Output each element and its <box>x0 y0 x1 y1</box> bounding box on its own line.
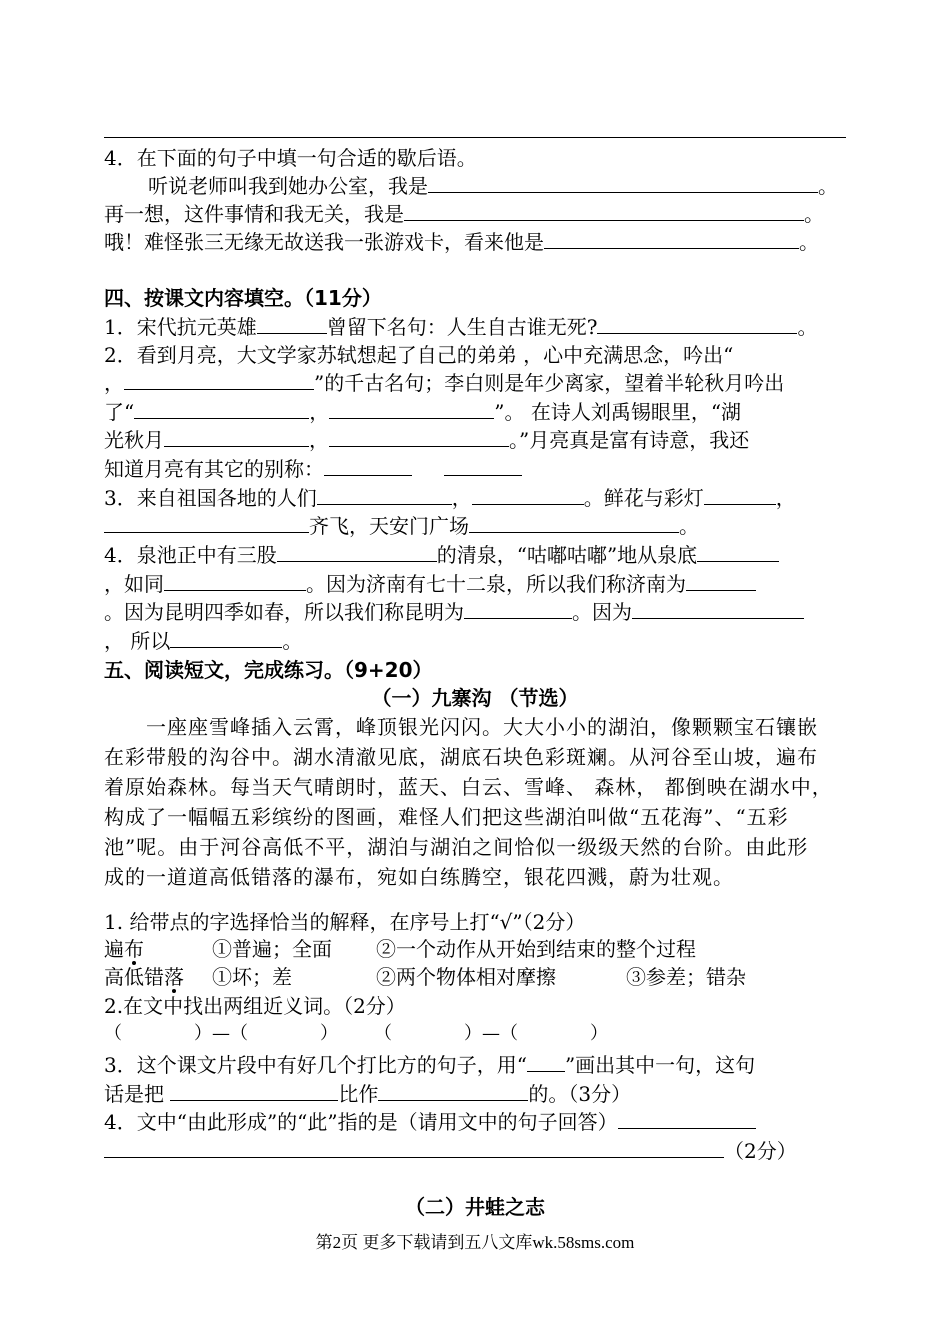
answer-blank[interactable] <box>686 570 756 591</box>
s5-q3-line1: 3．这个课文片段中有好几个打比方的句子，用“ ”画出其中一句，这句 <box>104 1053 756 1077</box>
answer-blank[interactable] <box>404 200 804 221</box>
s5-q3-line2: 话是把 比作 的。（3分） <box>104 1082 632 1106</box>
answer-blank[interactable] <box>704 484 776 505</box>
s4-q2-line1: 2．看到月亮，大文学家苏轼想起了自己的弟弟 ，心中充满思念，吟出“ <box>104 343 734 367</box>
passage-line: 着原始森林。每当天气晴朗时，蓝天、白云、雪峰、 森林， 都倒映在湖水中， <box>104 775 833 799</box>
underline-sample <box>527 1051 565 1072</box>
answer-blank[interactable] <box>124 369 314 390</box>
answer-blank[interactable] <box>324 455 412 476</box>
answer-blank[interactable] <box>472 484 584 505</box>
s5-subheading-1: （一）九寨沟 （节选） <box>371 686 579 710</box>
answer-blank[interactable] <box>469 512 679 533</box>
option[interactable]: ①坏；差 <box>212 965 292 989</box>
s5-q2-answer-pairs[interactable]: （ ）—（ ） （ ）—（ ） <box>104 1023 608 1044</box>
s5-heading: 五、阅读短文，完成练习。（9+20） <box>104 658 433 682</box>
s4-q3-line2: 齐飞，天安门广场 。 <box>104 512 846 540</box>
answer-blank[interactable] <box>329 398 494 419</box>
top-answer-line <box>104 137 846 138</box>
s3-line-3: 哦！难怪张三无缘无故送我一张游戏卡，看来他是 。 <box>104 230 819 254</box>
answer-blank[interactable] <box>164 570 306 591</box>
s4-q2-line4: 光秋月 ， 。”月亮真是富有诗意，我还 <box>104 428 750 452</box>
s4-q2-line2: ， ”的千古名句；李白则是年少离家，望着半轮秋月吟出 <box>104 371 785 395</box>
s4-q1: 1．宋代抗元英雄 曾留下名句：人生自古谁无死? 。 <box>104 315 818 339</box>
answer-blank[interactable] <box>277 541 437 562</box>
answer-blank[interactable] <box>164 426 309 447</box>
answer-blank[interactable] <box>597 313 797 334</box>
s4-q4-line1: 4．泉池正中有三股 的清泉，“咕嘟咕嘟”地从泉底 <box>104 541 846 569</box>
s4-q2-line3: 了“ ， ”。 在诗人刘禹锡眼里，“湖 <box>104 400 742 424</box>
s3-line-2: 再一想，这件事情和我无关，我是 。 <box>104 202 824 226</box>
page-footer: 第2页 更多下载请到五八文库wk.58sms.com <box>315 1233 635 1252</box>
answer-blank[interactable] <box>697 541 779 562</box>
answer-blank[interactable] <box>632 598 804 619</box>
dotted-char: 落 <box>164 965 184 989</box>
s4-q2-line5: 知道月亮有其它的别称： <box>104 455 846 483</box>
answer-blank[interactable] <box>428 172 818 193</box>
s3-line-1: 听说老师叫我到她办公室，我是 。 <box>148 174 838 198</box>
answer-blank[interactable] <box>170 1080 338 1101</box>
s5-q4-line2: （2分） <box>104 1137 846 1165</box>
s5-subheading-2: （二）井蛙之志 <box>405 1195 545 1219</box>
s4-q4-line4: ， 所以 。 <box>104 629 303 653</box>
answer-blank[interactable] <box>618 1108 756 1129</box>
passage-line: 构成了一幅幅五彩缤纷的图画，难怪人们把这些湖泊叫做“五花海”、“五彩 <box>104 805 789 829</box>
passage-line: 一座座雪峰插入云霄，峰顶银光闪闪。大大小小的湖泊，像颗颗宝石镶嵌 <box>104 715 818 739</box>
answer-blank[interactable] <box>544 228 799 249</box>
answer-blank[interactable] <box>134 398 309 419</box>
passage-line: 成的一道道高低错落的瀑布，宛如白练腾空，银花四溅，蔚为壮观。 <box>104 865 734 889</box>
s5-q1-word1: 遍布 ①普遍；全面 ②一个动作从开始到结束的整个过程 <box>104 937 696 961</box>
s4-q3-line1: 3．来自祖国各地的人们 ， 。鲜花与彩灯 ， <box>104 486 796 510</box>
s4-q4-line2: ，如同 。因为济南有七十二泉，所以我们称济南为 <box>104 570 846 598</box>
answer-blank[interactable] <box>444 455 522 476</box>
s4-q4-line3: 。因为昆明四季如春，所以我们称昆明为 。因为 <box>104 598 846 626</box>
s5-q2: 2.在文中找出两组近义词。（2分） <box>104 994 406 1018</box>
s4-heading: 四、按课文内容填空。（11分） <box>104 286 382 310</box>
reading-passage <box>104 712 846 892</box>
s5-q1-word2: 高低错落 ①坏；差 ②两个物体相对摩擦 ③参差；错杂 <box>104 965 746 989</box>
option[interactable]: ③参差；错杂 <box>626 965 746 989</box>
answer-blank[interactable] <box>317 484 452 505</box>
dotted-char: 布 <box>124 937 144 961</box>
option[interactable]: ②两个物体相对摩擦 <box>376 965 556 989</box>
s5-q1: 1. 给带点的字选择恰当的解释，在序号上打“√”（2分） <box>104 910 586 934</box>
s5-q4-line1: 4．文中“由此形成”的“此”指的是（请用文中的句子回答） <box>104 1108 846 1136</box>
option[interactable]: ②一个动作从开始到结束的整个过程 <box>376 937 696 961</box>
answer-blank[interactable] <box>329 426 509 447</box>
answer-blank[interactable] <box>104 1137 724 1158</box>
answer-blank[interactable] <box>378 1080 528 1101</box>
answer-blank[interactable] <box>257 313 327 334</box>
passage-line: 在彩带般的沟谷中。湖水清澈见底，湖底石块色彩斑斓。从河谷至山坡，遍布 <box>104 745 818 769</box>
passage-line: 池”呢。由于河谷高低不平，湖泊与湖泊之间恰似一级级天然的台阶。由此形 <box>104 835 809 859</box>
answer-blank[interactable] <box>104 512 309 533</box>
answer-blank[interactable] <box>170 627 282 648</box>
s3-question-4: 4．在下面的句子中填一句合适的歇后语。 <box>104 146 477 170</box>
answer-blank[interactable] <box>464 598 572 619</box>
option[interactable]: ①普遍；全面 <box>212 937 332 961</box>
